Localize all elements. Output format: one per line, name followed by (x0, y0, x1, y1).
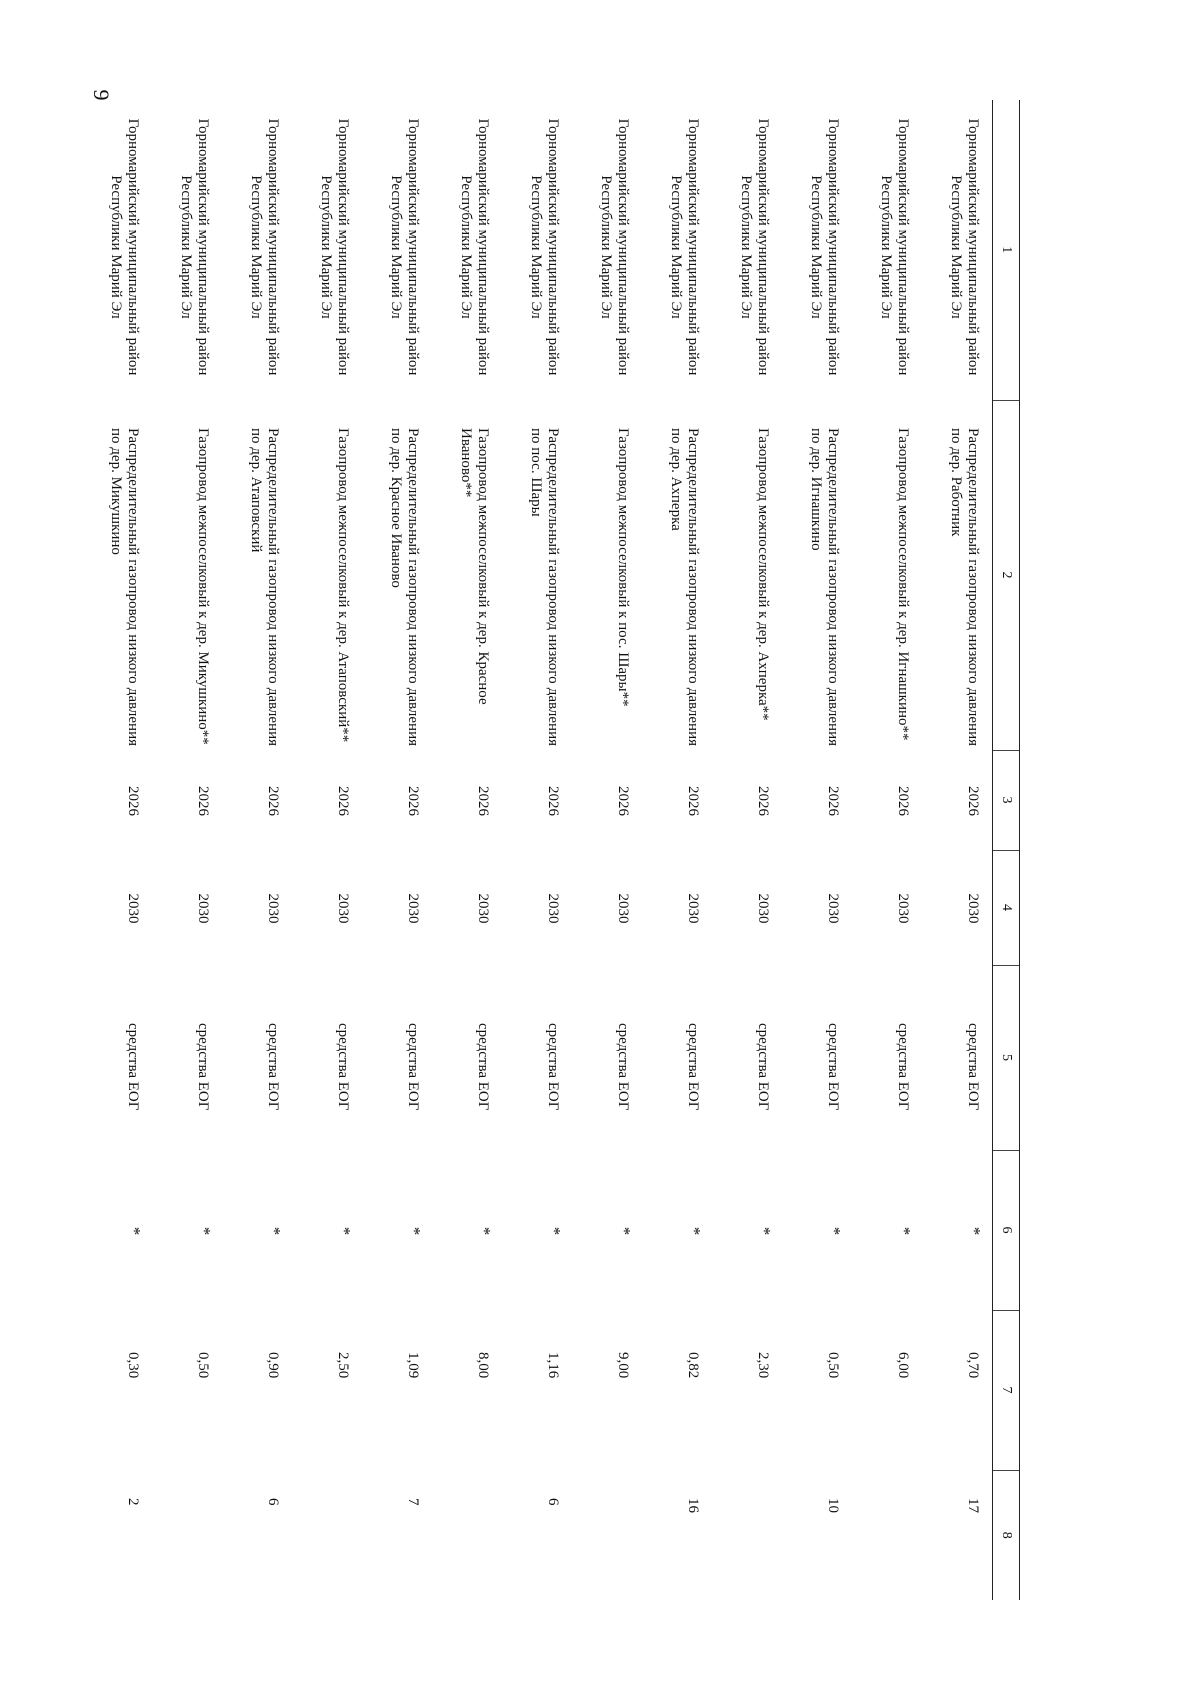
asterisk-mark-cell: * (965, 1226, 984, 1236)
start-year-cell: 2026 (125, 786, 141, 816)
object-cell (222, 400, 292, 750)
column-header: 1 (993, 100, 1020, 400)
region-cell: Горномарийский муниципальный район Республики Марий Эл (948, 118, 981, 376)
quantity-cell: 6 (265, 1498, 281, 1506)
asterisk-mark-cell: * (265, 1226, 284, 1236)
object-name-line1: Распределительный газопровод низкого давления (685, 428, 701, 746)
column-header: 6 (993, 1150, 1020, 1310)
end-year-cell: 2030 (125, 893, 141, 924)
funding-source-cell: средства ЕОГ (895, 1023, 911, 1111)
length-km-cell: 0,50 (825, 1352, 841, 1379)
funding-source-cell: средства ЕОГ (685, 1023, 701, 1111)
column-header: 7 (993, 1310, 1020, 1470)
column-header: 2 (993, 400, 1020, 750)
column-header: 8 (993, 1470, 1020, 1600)
asterisk-mark-cell: * (685, 1226, 704, 1236)
object-cell (432, 400, 502, 750)
start-year-cell: 2026 (405, 786, 421, 816)
asterisk-mark-cell: * (615, 1226, 634, 1236)
object-name-line1: Газопровод межпоселковый к дер. Красное Иваново** (458, 428, 491, 705)
table-row (922, 100, 993, 1600)
quantity-cell (852, 1470, 922, 1600)
object-cell (712, 400, 782, 750)
length-km-cell: 1,09 (405, 1352, 421, 1379)
table-row (712, 100, 782, 1600)
object-name-line1: Распределительный газопровод низкого давления (265, 428, 281, 746)
start-year-cell: 2026 (475, 786, 491, 816)
start-year-cell: 2026 (685, 786, 701, 816)
funding-source-cell: средства ЕОГ (265, 1023, 281, 1111)
region-cell: Горномарийский муниципальный район Республики Марий Эл (108, 118, 141, 376)
length-km-cell: 2,50 (335, 1352, 351, 1379)
quantity-cell: 10 (825, 1498, 841, 1513)
asterisk-mark-cell: * (125, 1226, 144, 1236)
funding-source-cell: средства ЕОГ (615, 1023, 631, 1111)
end-year-cell: 2030 (965, 893, 981, 924)
object-name-line1: Газопровод межпоселковый к дер. Атаповский** (335, 428, 351, 743)
object-name-line1: Газопровод межпоселковый к дер. Микушкино** (195, 428, 211, 745)
funding-source-cell: средства ЕОГ (125, 1023, 141, 1111)
column-header: 4 (993, 850, 1020, 965)
funding-source-cell: средства ЕОГ (755, 1023, 771, 1111)
start-year-cell: 2026 (825, 786, 841, 816)
asterisk-mark-cell: * (195, 1226, 214, 1236)
object-cell (502, 400, 572, 750)
end-year-cell: 2030 (335, 893, 351, 924)
length-km-cell: 0,30 (125, 1352, 141, 1379)
table-row (82, 100, 152, 1600)
object-name-line2: по дер. Атаповский (248, 428, 264, 553)
object-cell (782, 400, 852, 750)
table-row (782, 100, 852, 1600)
length-km-cell: 0,90 (265, 1352, 281, 1379)
object-name-line1: Газопровод межпоселковый к пос. Шары** (615, 428, 631, 707)
end-year-cell: 2030 (475, 893, 491, 924)
start-year-cell: 2026 (545, 786, 561, 816)
region-cell: Горномарийский муниципальный район Республики Марий Эл (598, 118, 631, 376)
object-name-line1: Распределительный газопровод низкого давления (545, 428, 561, 746)
object-cell (852, 400, 922, 750)
table-row (432, 100, 502, 1600)
quantity-cell: 2 (125, 1498, 141, 1506)
object-name-line2: по дер. Красное Иваново (388, 428, 404, 588)
length-km-cell: 1,16 (545, 1352, 561, 1379)
column-number-row (993, 100, 1020, 1600)
funding-source-cell: средства ЕОГ (965, 1023, 981, 1111)
funding-source-cell: средства ЕОГ (475, 1023, 491, 1111)
table-row (292, 100, 362, 1600)
table-row (642, 100, 712, 1600)
quantity-cell (572, 1470, 642, 1600)
region-cell: Горномарийский муниципальный район Республики Марий Эл (248, 118, 281, 376)
table-body (82, 100, 993, 1600)
table-row (362, 100, 432, 1600)
object-name-line1: Распределительный газопровод низкого давления (965, 428, 981, 746)
funding-source-cell: средства ЕОГ (335, 1023, 351, 1111)
region-cell: Горномарийский муниципальный район Республики Марий Эл (178, 118, 211, 376)
asterisk-mark-cell: * (755, 1226, 774, 1236)
funding-source-cell: средства ЕОГ (405, 1023, 421, 1111)
region-cell: Горномарийский муниципальный район Республики Марий Эл (738, 118, 771, 376)
object-cell (152, 400, 222, 750)
column-header: 3 (993, 750, 1020, 850)
table-row (152, 100, 222, 1600)
object-name-line1: Газопровод межпоселковый к дер. Ахперка** (755, 428, 771, 721)
length-km-cell: 6,00 (895, 1352, 911, 1379)
length-km-cell: 0,82 (685, 1352, 701, 1379)
asterisk-mark-cell: * (825, 1226, 844, 1236)
funding-source-cell: средства ЕОГ (545, 1023, 561, 1111)
table-row (502, 100, 572, 1600)
quantity-cell (432, 1470, 502, 1600)
length-km-cell: 0,50 (195, 1352, 211, 1379)
region-cell: Горномарийский муниципальный район Республики Марий Эл (528, 118, 561, 376)
region-cell: Горномарийский муниципальный район Республики Марий Эл (388, 118, 421, 376)
object-cell (292, 400, 362, 750)
start-year-cell: 2026 (615, 786, 631, 816)
start-year-cell: 2026 (335, 786, 351, 816)
end-year-cell: 2030 (615, 893, 631, 924)
quantity-cell (712, 1470, 782, 1600)
length-km-cell: 8,00 (475, 1352, 491, 1379)
quantity-cell: 17 (965, 1498, 981, 1513)
end-year-cell: 2030 (685, 893, 701, 924)
object-name-line2: по дер. Ахперка (668, 428, 684, 531)
length-km-cell: 0,70 (965, 1352, 981, 1379)
object-cell (922, 400, 993, 750)
end-year-cell: 2030 (895, 893, 911, 924)
funding-source-cell: средства ЕОГ (825, 1023, 841, 1111)
length-km-cell: 2,30 (755, 1352, 771, 1379)
asterisk-mark-cell: * (335, 1226, 354, 1236)
end-year-cell: 2030 (405, 893, 421, 924)
asterisk-mark-cell: * (895, 1226, 914, 1236)
object-cell (362, 400, 432, 750)
object-name-line2: по пос. Шары (528, 428, 544, 517)
start-year-cell: 2026 (755, 786, 771, 816)
asterisk-mark-cell: * (545, 1226, 564, 1236)
region-cell: Горномарийский муниципальный район Республики Марий Эл (318, 118, 351, 376)
length-km-cell: 9,00 (615, 1352, 631, 1379)
object-name-line1: Распределительный газопровод низкого давления (825, 428, 841, 746)
object-cell (572, 400, 642, 750)
start-year-cell: 2026 (265, 786, 281, 816)
object-name-line2: по дер. Работник (948, 428, 964, 537)
asterisk-mark-cell: * (405, 1226, 424, 1236)
region-cell: Горномарийский муниципальный район Республики Марий Эл (878, 118, 911, 376)
end-year-cell: 2030 (545, 893, 561, 924)
quantity-cell: 7 (405, 1498, 421, 1506)
object-name-line2: по дер. Микушкино (108, 428, 124, 555)
object-name-line1: Распределительный газопровод низкого давления (405, 428, 421, 746)
end-year-cell: 2030 (825, 893, 841, 924)
start-year-cell: 2026 (895, 786, 911, 816)
start-year-cell: 2026 (195, 786, 211, 816)
quantity-cell: 16 (685, 1498, 701, 1513)
table-row (222, 100, 292, 1600)
region-cell: Горномарийский муниципальный район Республики Марий Эл (808, 118, 841, 376)
table-row (852, 100, 922, 1600)
object-name-line2: по дер. Игнашкино (808, 428, 824, 551)
end-year-cell: 2030 (195, 893, 211, 924)
quantity-cell: 6 (545, 1498, 561, 1506)
page-number: 9 (89, 89, 114, 101)
object-cell (82, 400, 152, 750)
table-row (572, 100, 642, 1600)
gas-pipeline-table (82, 100, 1020, 1600)
object-cell (642, 400, 712, 750)
end-year-cell: 2030 (265, 893, 281, 924)
quantity-cell (152, 1470, 222, 1600)
column-header: 5 (993, 965, 1020, 1150)
rotated-table-container (108, 100, 1020, 1600)
region-cell: Горномарийский муниципальный район Республики Марий Эл (458, 118, 491, 376)
object-name-line1: Распределительный газопровод низкого давления (125, 428, 141, 746)
region-cell: Горномарийский муниципальный район Республики Марий Эл (668, 118, 701, 376)
quantity-cell (292, 1470, 362, 1600)
asterisk-mark-cell: * (475, 1226, 494, 1236)
start-year-cell: 2026 (965, 786, 981, 816)
funding-source-cell: средства ЕОГ (195, 1023, 211, 1111)
object-name-line1: Газопровод межпоселковый к дер. Игнашкино** (895, 428, 911, 741)
end-year-cell: 2030 (755, 893, 771, 924)
